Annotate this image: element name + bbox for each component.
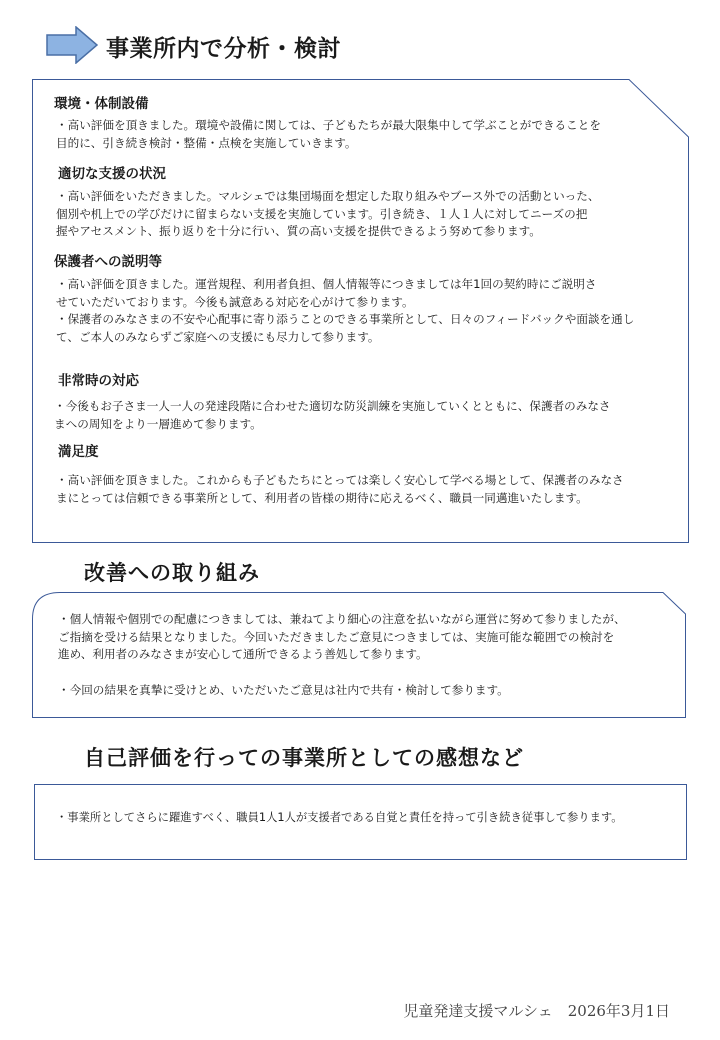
section-heading-emergency: 非常時の対応 [58, 373, 139, 389]
impression-body: ・事業所としてさらに躍進すべく、職員1人1人が支援者である自覚と責任を持って引き続き従事して参ります。 [56, 811, 623, 824]
section-heading-explanation: 保護者への説明等 [54, 254, 162, 270]
section-heading-support: 適切な支援の状況 [58, 166, 166, 182]
section-body-emergency: ・今後もお子さま一人一人の発達段階に合わせた適切な防災訓練を実施していくとともに、保護者のみなさ まへの周知をより一層進めて参ります。 [54, 399, 611, 431]
section-heading-satisfaction: 満足度 [58, 444, 99, 460]
improvement-title: 改善への取り組み [84, 561, 260, 585]
section-body-environment: ・高い評価を頂きました。環境や設備に関しては、子どもたちが最大限集中して学ぶことができることを 目的に、引き続き検討・整備・点検を実施していきます。 [56, 118, 601, 150]
improvement-body-1: ・個人情報や個別での配慮につきましては、兼ねてより細心の注意を払いながら運営に努めて参りましたが、 ご指摘を受ける結果となりました。今回いただきましたご意見につきましては、実施可能な範囲での検討を 進め、利用者のみなさまが安心して通所できるよう善処して参ります。 [58, 612, 626, 661]
page-title: 事業所内で分析・検討 [106, 36, 341, 62]
footer-signature: 児童発達支援マルシェ 2026年3月1日 [403, 1002, 670, 1020]
section-body-support: ・高い評価をいただきました。マルシェでは集団場面を想定した取り組みやブース外での活動といった、 個別や机上での学びだけに留まらない支援を実施しています。引き続き、１人１人に対してニーズの把 握やアセスメント、振り返りを十分に行い、質の高い支援を提供できるよう努めて参ります。 [56, 189, 600, 238]
section-body-satisfaction: ・高い評価を頂きました。これからも子どもたちにとっては楽しく安心して学べる場として、保護者のみなさ まにとっては信頼できる事業所として、利用者の皆様の期待に応えるべく、職員一同邁進いたします。 [56, 473, 624, 505]
section-body-explanation: ・高い評価を頂きました。運営規程、利用者負担、個人情報等につきましては年1回の契約時にご説明さ せていただいております。今後も誠意ある対応を心がけて参ります。 ・保護者のみなさまの不安や心配事に寄り添うことのできる事業所として、日々のフィードバックや面談を通し て、ご本人のみならずご家庭への支援にも尽力して参ります。 [56, 277, 635, 344]
improvement-body-2: ・今回の結果を真摯に受けとめ、いただいたご意見は社内で共有・検討して参ります。 [58, 683, 509, 697]
arrow-icon [46, 26, 98, 64]
impression-title: 自己評価を行っての事業所としての感想など [84, 746, 524, 770]
section-heading-environment: 環境・体制設備 [54, 96, 149, 112]
